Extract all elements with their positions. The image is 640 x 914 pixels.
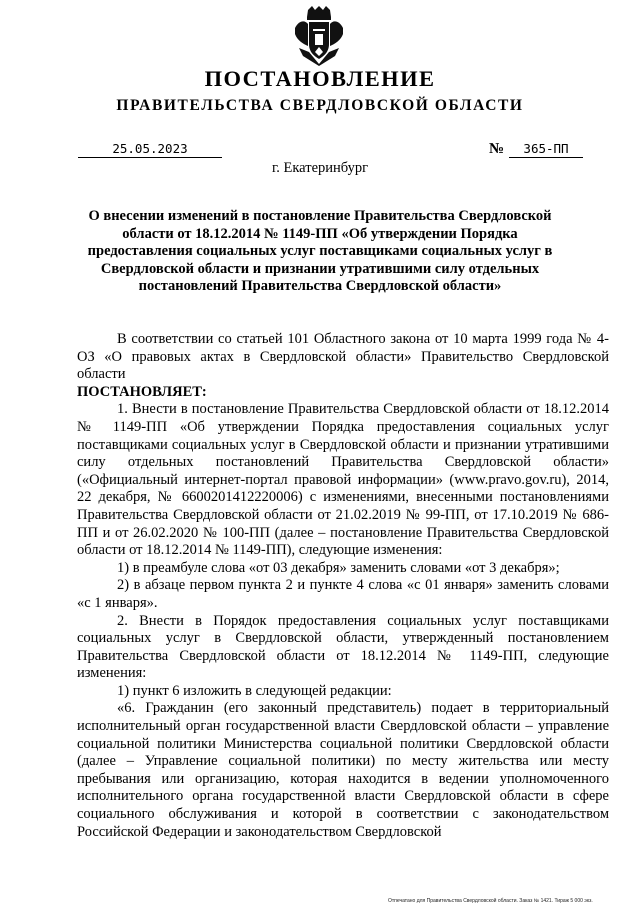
document-title: ПОСТАНОВЛЕНИЕ xyxy=(204,66,436,91)
print-footer: Отпечатано для Правительства Свердловской области. Заказ № 1421. Тираж 5 000 экз. xyxy=(388,898,593,904)
paragraph-1-item-2: 2) в абзаце первом пункта 2 и пункте 4 слова «с 01 января» заменить словами «с 1 января». xyxy=(77,577,609,611)
paragraph-1-item-1: 1) в преамбуле слова «от 03 декабря» заменить словами «от 3 декабря»; xyxy=(117,559,560,576)
document-subtitle: ПРАВИТЕЛЬСТВА СВЕРДЛОВСКОЙ ОБЛАСТИ xyxy=(116,97,524,114)
number-sign: № xyxy=(489,141,505,157)
paragraph-2: 2. Внести в Порядок предоставления социальных услуг поставщиками социальных услуг в Свердловской области, утвержденный постановлением Правительства Свердловской области от 18.12.2014 № 1149-ПП, следующие изменения: xyxy=(77,612,609,682)
paragraph-1: 1. Внести в постановление Правительства Свердловской области от 18.12.2014 № 1149-ПП «Об утверждении Порядка предоставления социальных услуг поставщиками социальных услуг в Свердловской области и признании утратившими силу отдельных постановлений Правительства Свердловской области» («Официальный интернет-портал правовой информации» (www.pravo.gov.ru), 2014, 22 декабря, № 6600201412220006) с изменениями, внесенными постановлениями Правительства Свердловской области от 21.02.2019 № 99-ПП, от 17.10.2019 № 686-ПП и от 26.02.2020 № 100-ПП (далее – постановление Правительства Свердловской области от 18.12.2014 № 1149-ПП), следующие изменения: xyxy=(77,401,609,559)
decree-date: 25.05.2023 xyxy=(78,140,222,158)
coat-of-arms-emblem xyxy=(291,6,347,66)
paragraph-2-quote: «6. Гражданин (его законный представитель) подает в территориальный исполнительный орган государственной власти Свердловской области – управление социальной политики Министерства социальной политики Свердловской области (далее – Управление социальной политики) по месту жительства или месту пребывания или организацию, которая находится в ведении уполномоченного исполнительного органа государственной власти Свердловской области в сфере социального обслуживания и которой в соответствии с законодательством Российской Федерации и законодательством Свердловской xyxy=(77,700,609,840)
decree-number: 365-ПП xyxy=(509,140,583,158)
preamble-paragraph: В соответствии со статьей 101 Областного закона от 10 марта 1999 года № 4-ОЗ «О правовых актах в Свердловской области» Правительство Свердловской области xyxy=(77,331,609,383)
city-label: г. Екатеринбург xyxy=(271,160,369,176)
decree-keyword: ПОСТАНОВЛЯЕТ: xyxy=(77,383,207,400)
paragraph-2-item-1: 1) пункт 6 изложить в следующей редакции: xyxy=(117,682,392,699)
decree-heading: О внесении изменений в постановление Правительства Свердловской области от 18.12.2014 № 1149-ПП «Об утверждении Порядка предоставления социальных услуг поставщиками социальных услуг в Свердловской области и признании утратившими силу отдельных постановлений Правительства Свердловской области» xyxy=(87,208,553,294)
decree-body xyxy=(77,331,609,841)
